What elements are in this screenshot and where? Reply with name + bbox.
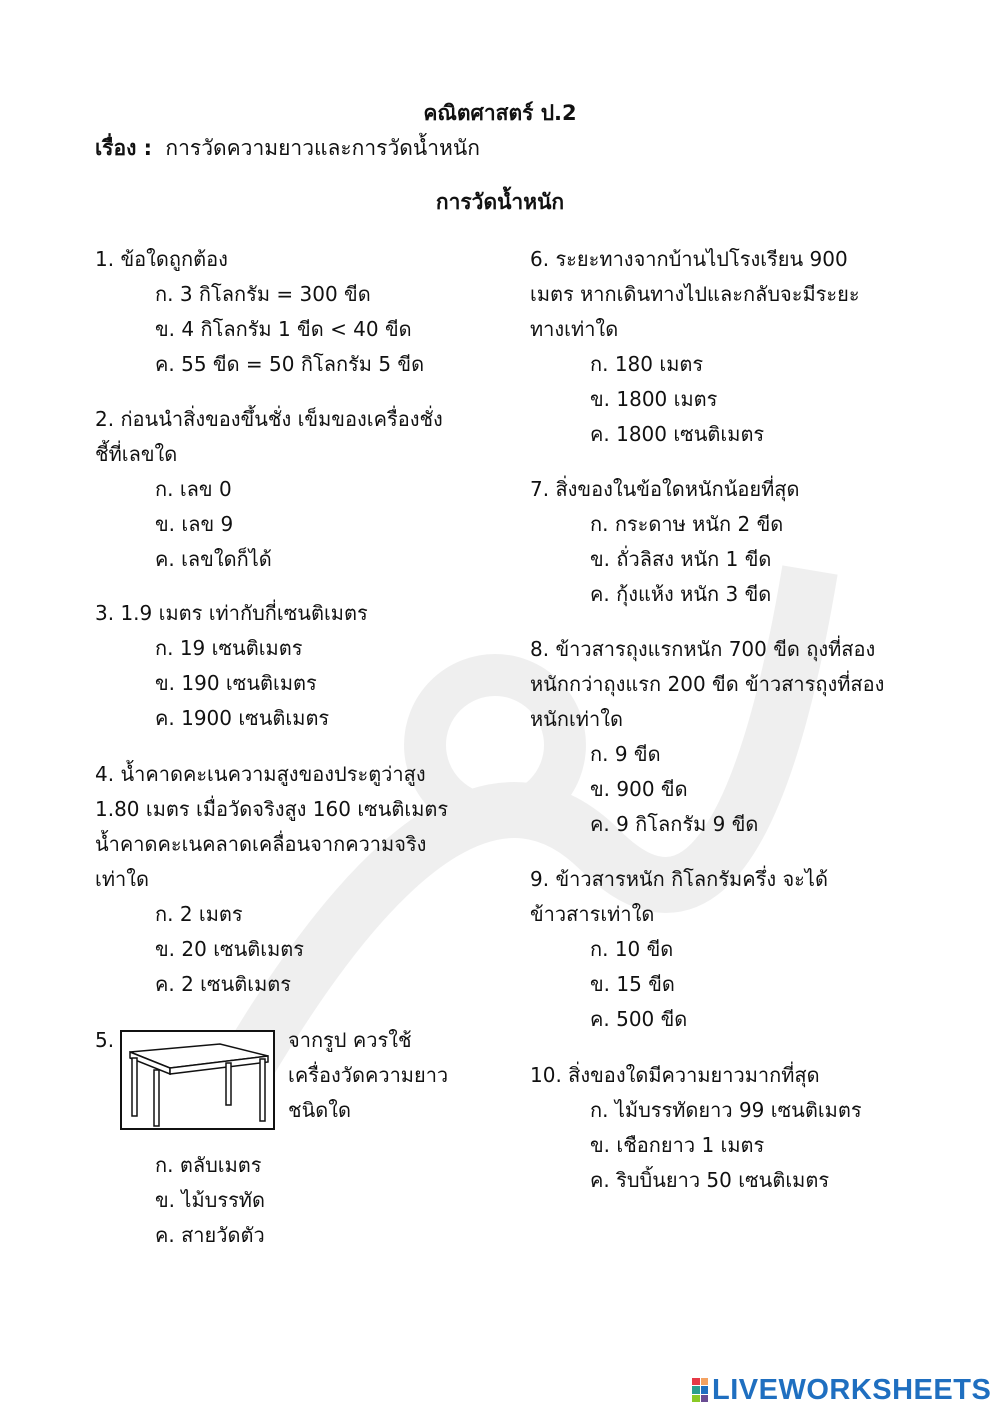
question-stem: 10. สิ่งของใดมีความยาวมากที่สุด xyxy=(530,1063,820,1087)
table-icon xyxy=(120,1030,275,1130)
answer-option-b[interactable]: ข. ไม้บรรทัด xyxy=(155,1188,265,1212)
question-stem: 8. ข้าวสารถุงแรกหนัก 700 ขีด ถุงที่สอง xyxy=(530,637,876,661)
answer-option-b[interactable]: ข. 1800 เมตร xyxy=(590,387,718,411)
answer-option-a[interactable]: ก. ตลับเมตร xyxy=(155,1153,262,1177)
question-stem: 1. ข้อใดถูกต้อง xyxy=(95,247,228,271)
answer-option-c[interactable]: ค. 2 เซนติเมตร xyxy=(155,972,291,996)
subject-value: การวัดความยาวและการวัดน้ำหนัก xyxy=(165,136,480,160)
question-5-options xyxy=(155,1148,265,1253)
question-6 xyxy=(530,242,860,452)
question-stem: น้ำคาดคะเนคลาดเคลื่อนจากความจริง xyxy=(95,832,427,856)
answer-option-a[interactable]: ก. 9 ขีด xyxy=(590,742,661,766)
answer-option-a[interactable]: ก. 180 เมตร xyxy=(590,352,704,376)
question-stem: เมตร หากเดินทางไปและกลับจะมีระยะ xyxy=(530,282,860,306)
question-stem: เครื่องวัดความยาว xyxy=(288,1063,449,1087)
answer-option-a[interactable]: ก. 3 กิโลกรัม = 300 ขีด xyxy=(155,282,371,306)
question-7 xyxy=(530,472,799,612)
question-stem: ชนิดใด xyxy=(288,1098,351,1122)
answer-option-a[interactable]: ก. เลข 0 xyxy=(155,477,232,501)
answer-option-b[interactable]: ข. 900 ขีด xyxy=(590,777,688,801)
question-9 xyxy=(530,862,828,1037)
question-stem: ชี้ที่เลขใด xyxy=(95,442,178,466)
answer-option-b[interactable]: ข. 15 ขีด xyxy=(590,972,675,996)
answer-option-a[interactable]: ก. กระดาษ หนัก 2 ขีด xyxy=(590,512,784,536)
answer-option-c[interactable]: ค. 55 ขีด = 50 กิโลกรัม 5 ขีด xyxy=(155,352,425,376)
brand-name: LIVEWORKSHEETS xyxy=(712,1373,992,1406)
question-5-number: 5. xyxy=(95,1028,115,1052)
answer-option-c[interactable]: ค. 1800 เซนติเมตร xyxy=(590,422,765,446)
liveworksheets-logo-icon xyxy=(692,1378,708,1402)
question-stem: หนักเท่าใด xyxy=(530,707,623,731)
answer-option-b[interactable]: ข. ถั่วลิสง หนัก 1 ขีด xyxy=(590,547,772,571)
question-stem: 3. 1.9 เมตร เท่ากับกี่เซนติเมตร xyxy=(95,601,368,625)
question-stem: 1.80 เมตร เมื่อวัดจริงสูง 160 เซนติเมตร xyxy=(95,797,449,821)
question-8 xyxy=(530,632,884,842)
answer-option-c[interactable]: ค. สายวัดตัว xyxy=(155,1223,265,1247)
answer-option-c[interactable]: ค. เลขใดก็ได้ xyxy=(155,547,272,571)
answer-option-b[interactable]: ข. 20 เซนติเมตร xyxy=(155,937,305,961)
answer-option-a[interactable]: ก. ไม้บรรทัดยาว 99 เซนติเมตร xyxy=(590,1098,862,1122)
question-stem: 4. น้ำคาดคะเนความสูงของประตูว่าสูง xyxy=(95,762,426,786)
question-stem: 7. สิ่งของในข้อใดหนักน้อยที่สุด xyxy=(530,477,800,501)
answer-option-c[interactable]: ค. 9 กิโลกรัม 9 ขีด xyxy=(590,812,759,836)
question-stem: 6. ระยะทางจากบ้านไปโรงเรียน 900 xyxy=(530,247,848,271)
question-1 xyxy=(95,242,424,382)
question-stem: จากรูป ควรใช้ xyxy=(288,1028,412,1052)
answer-option-c[interactable]: ค. 500 ขีด xyxy=(590,1007,688,1031)
answer-option-b[interactable]: ข. 190 เซนติเมตร xyxy=(155,671,317,695)
answer-option-b[interactable]: ข. 4 กิโลกรัม 1 ขีด < 40 ขีด xyxy=(155,317,412,341)
answer-option-a[interactable]: ก. 19 เซนติเมตร xyxy=(155,636,303,660)
answer-option-a[interactable]: ก. 10 ขีด xyxy=(590,937,674,961)
answer-option-a[interactable]: ก. 2 เมตร xyxy=(155,902,243,926)
question-2 xyxy=(95,402,443,577)
question-10 xyxy=(530,1058,862,1198)
answer-option-c[interactable]: ค. ริบบิ้นยาว 50 เซนติเมตร xyxy=(590,1168,830,1192)
answer-option-b[interactable]: ข. เลข 9 xyxy=(155,512,234,536)
section-title: การวัดน้ำหนัก xyxy=(435,190,565,214)
question-stem: ทางเท่าใด xyxy=(530,317,619,341)
question-stem: ข้าวสารเท่าใด xyxy=(530,902,655,926)
question-4 xyxy=(95,757,448,1002)
question-3 xyxy=(95,596,368,736)
answer-option-c[interactable]: ค. กุ้งแห้ง หนัก 3 ขีด xyxy=(590,582,772,606)
question-stem: หนักกว่าถุงแรก 200 ขีด ข้าวสารถุงที่สอง xyxy=(530,672,885,696)
subject-label: เรื่อง : xyxy=(95,136,153,160)
answer-option-c[interactable]: ค. 1900 เซนติเมตร xyxy=(155,706,330,730)
answer-option-b[interactable]: ข. เชือกยาว 1 เมตร xyxy=(590,1133,765,1157)
page-title: คณิตศาสตร์ ป.2 xyxy=(423,101,577,125)
liveworksheets-brand xyxy=(692,1374,991,1406)
question-stem: เท่าใด xyxy=(95,867,150,891)
question-stem: 9. ข้าวสารหนัก กิโลกรัมครึ่ง จะได้ xyxy=(530,867,828,891)
question-5 xyxy=(288,1023,448,1128)
question-stem: 2. ก่อนนำสิ่งของขึ้นชั่ง เข็มของเครื่องชั่ง xyxy=(95,407,443,431)
subject-line xyxy=(95,133,480,163)
